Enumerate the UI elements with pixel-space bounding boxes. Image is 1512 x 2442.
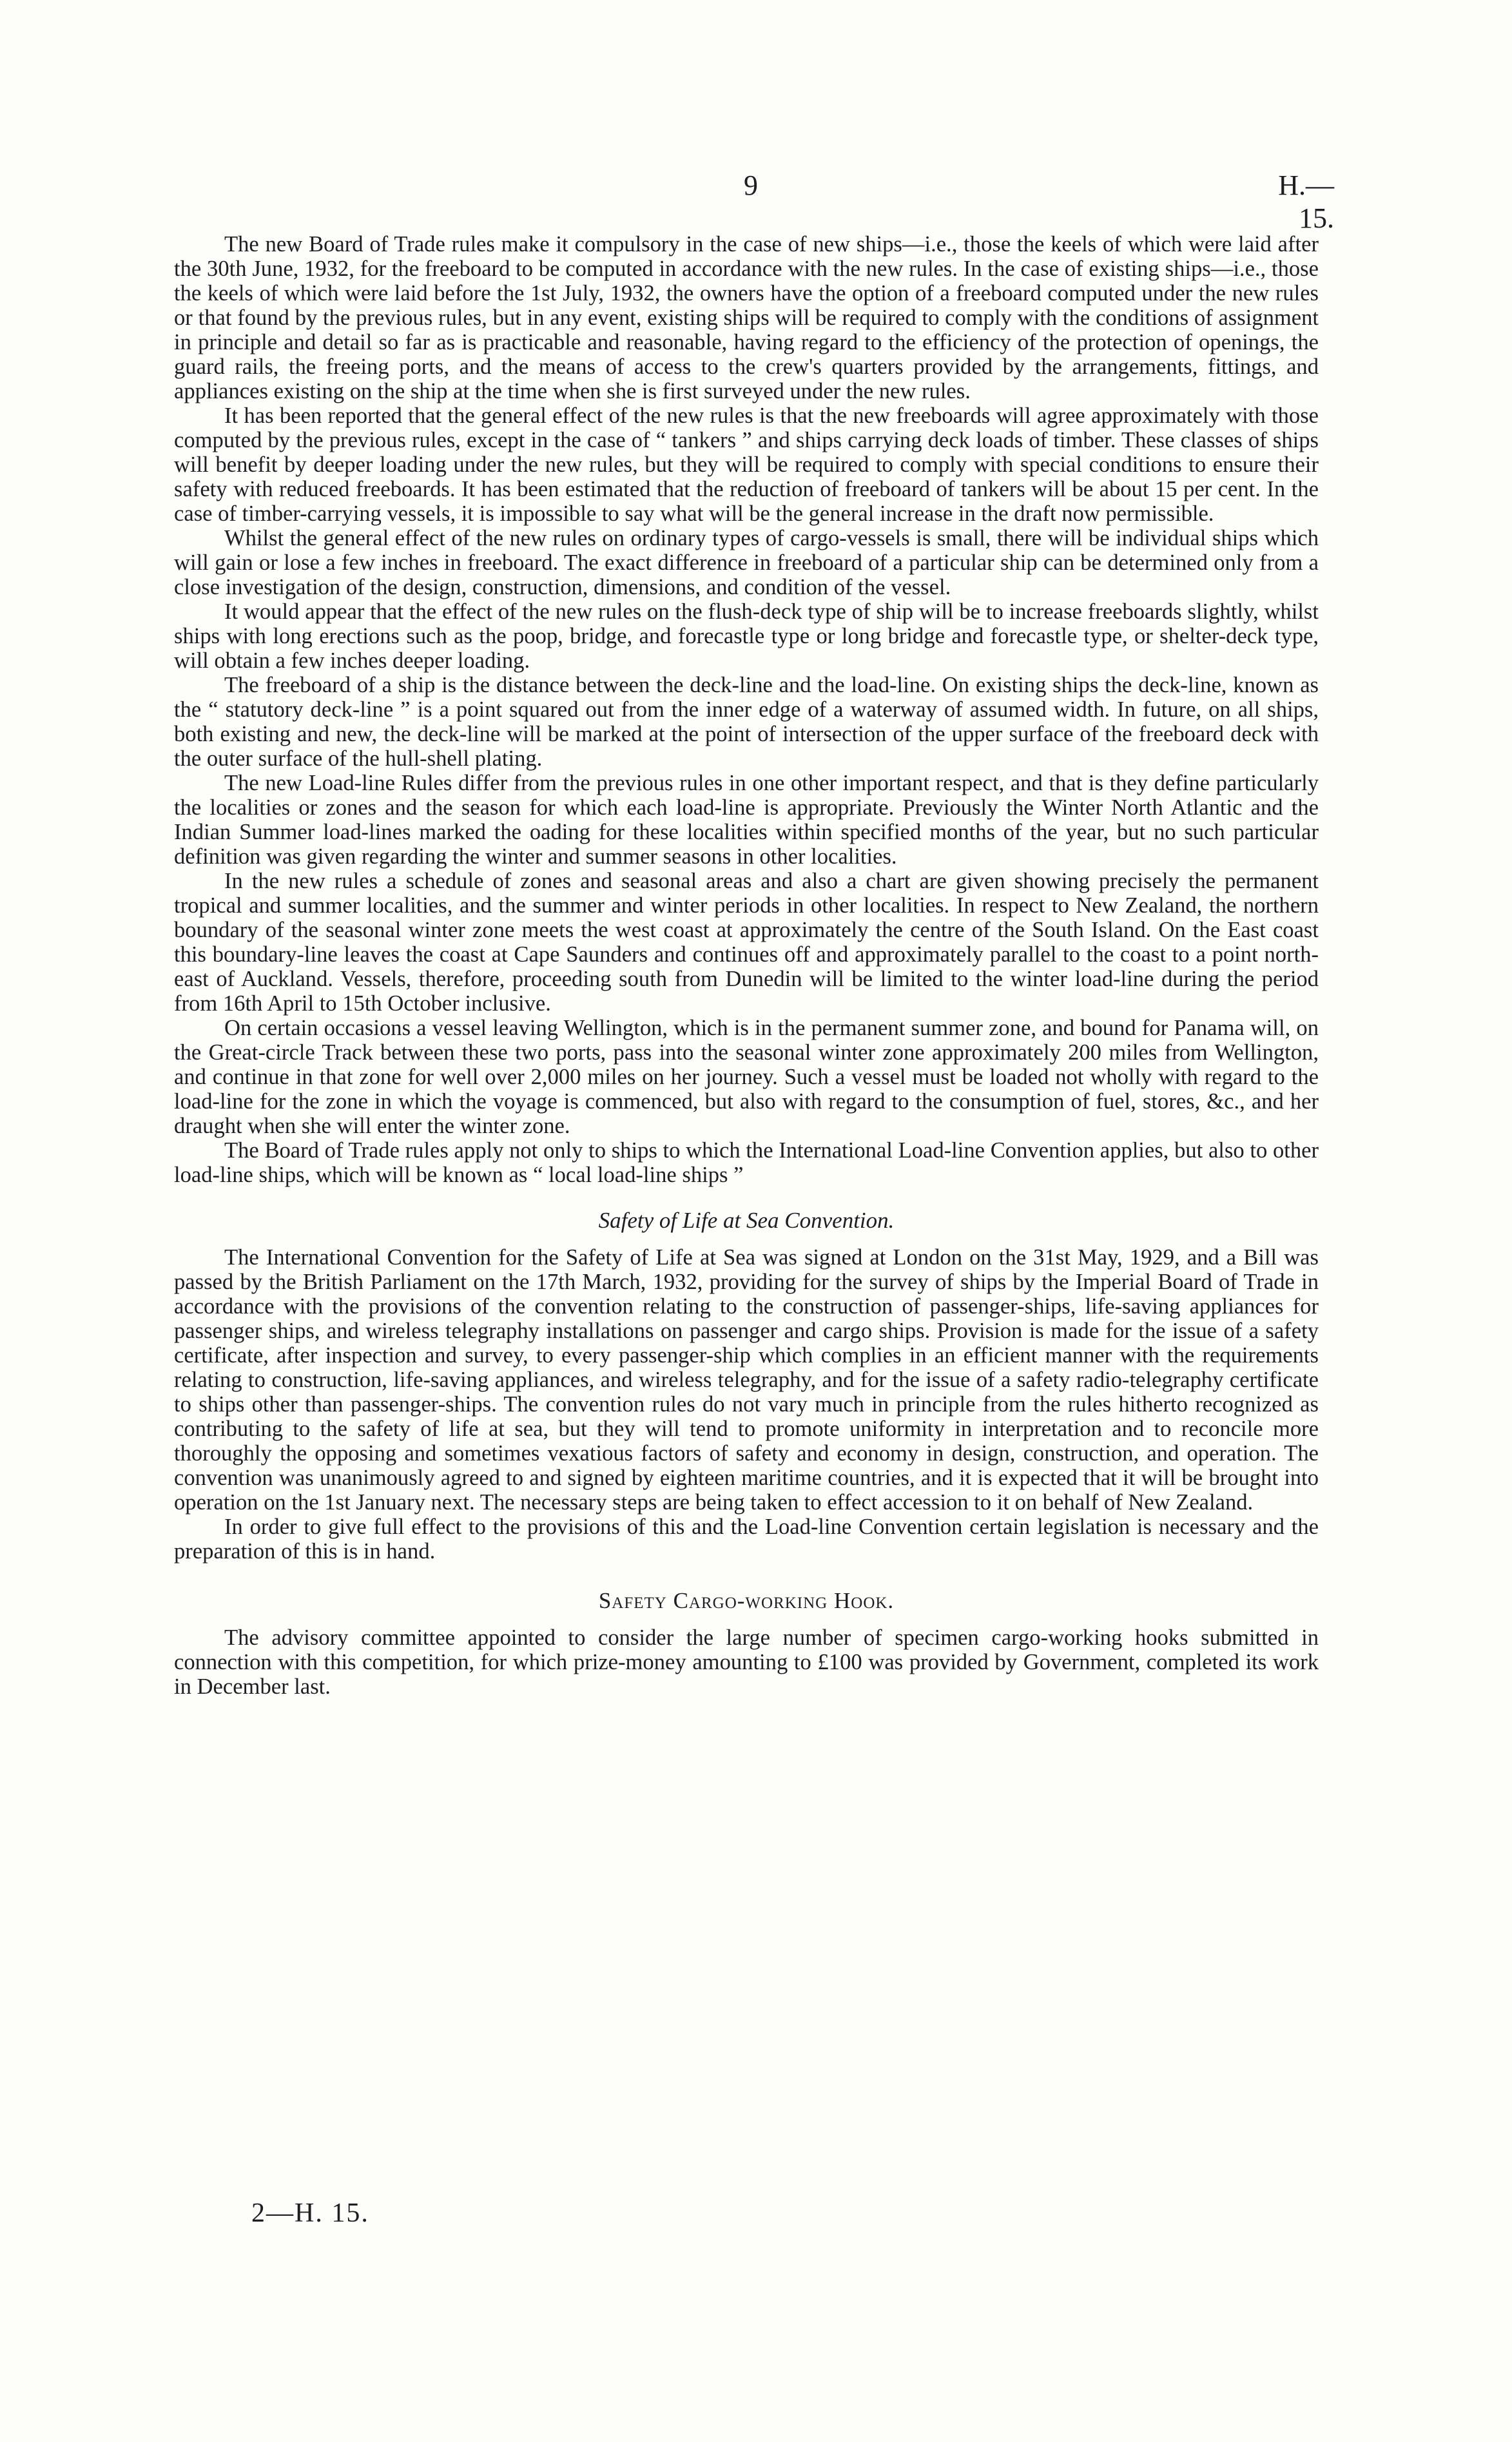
document-reference: H.—15. — [1278, 170, 1334, 234]
paragraph: In order to give full effect to the provisions of this and the Load-line Convention certain legislation is necessary and the preparation of this is in hand. — [174, 1515, 1319, 1564]
body-text — [174, 232, 1319, 1699]
paragraph: The Board of Trade rules apply not only to ships to which the International Load-line Convention applies, but also to other load-line ships, which will be known as “ local load-line ships ” — [174, 1138, 1319, 1187]
section-heading-cargo-hook: Safety Cargo-working Hook. — [598, 1588, 895, 1613]
paragraph: It has been reported that the general effect of the new rules is that the new freeboards will agree approximately with those computed by the previous rules, except in the case of “ tankers ” and ships carrying deck loads of timber. These classes of ships will benefit by deeper loading under the new rules, but they will be required to comply with special conditions to ensure their safety with reduced freeboards. It has been estimated that the reduction of freeboard of tankers will be about 15 per cent. In the case of timber-carrying vessels, it is impossible to say what will be the general increase in the draft now permissible. — [174, 403, 1319, 526]
paragraph: The International Convention for the Safety of Life at Sea was signed at London on the 31st May, 1929, and a Bill was passed by the British Parliament on the 17th March, 1932, providing for the survey of ships by the Imperial Board of Trade in accordance with the provisions of the convention relating to the construction of passenger-ships, life-saving appliances for passenger ships, and wireless telegraphy installations on passenger and cargo ships. Provision is made for the issue of a safety certificate, after inspection and survey, to every passenger-ship which complies in an efficient manner with the requirements relating to construction, life-saving appliances, and wireless telegraphy, and for the issue of a safety radio-telegraphy certificate to ships other than passenger-ships. The convention rules do not vary much in principle from the rules hitherto recognized as contributing to the safety of life at sea, but they will tend to promote uniformity in interpretation and to reconcile more thoroughly the opposing and sometimes vexatious factors of safety and economy in design, construction, and operation. The convention was unanimously agreed to and signed by eighteen maritime countries, and it is expected that it will be brought into operation on the 1st January next. The necessary steps are being taken to effect accession to it on behalf of New Zealand. — [174, 1245, 1319, 1515]
page-number: 9 — [744, 170, 758, 201]
paragraph: Whilst the general effect of the new rules on ordinary types of cargo-vessels is small, there will be individual ships which will gain or lose a few inches in freeboard. The exact difference in freeboard of a particular ship can be determined only from a close investigation of the design, construction, dimensions, and condition of the vessel. — [174, 526, 1319, 599]
paragraph: The new Board of Trade rules make it compulsory in the case of new ships—i.e., those the keels of which were laid after the 30th June, 1932, for the freeboard to be computed in accordance with the new rules. In the case of existing ships—i.e., those the keels of which were laid before the 1st July, 1932, the owners have the option of a freeboard computed under the new rules or that found by the previous rules, but in any event, existing ships will be required to comply with the conditions of assignment in principle and detail so far as is practicable and reasonable, having regard to the efficiency of the protection of openings, the guard rails, the freeing ports, and the means of access to the crew's quarters provided by the arrangements, fittings, and appliances existing on the ship at the time when she is first surveyed under the new rules. — [174, 232, 1319, 403]
section-heading-safety-of-life: Safety of Life at Sea Convention. — [598, 1208, 895, 1233]
spacer — [174, 1564, 1319, 1567]
paragraph: On certain occasions a vessel leaving Wellington, which is in the permanent summer zone, and bound for Panama will, on the Great-circle Track between these two ports, pass into the seasonal winter zone approximately 200 miles from Wellington, and continue in that zone for well over 2,000 miles on her journey. Such a vessel must be loaded not wholly with regard to the load-line for the zone in which the voyage is commenced, but also with regard to the consumption of fuel, stores, &c., and her draught when she will enter the winter zone. — [174, 1016, 1319, 1138]
paragraph: The freeboard of a ship is the distance between the deck-line and the load-line. On existing ships the deck-line, known as the “ statutory deck-line ” is a point squared out from the inner edge of a waterway of assumed width. In future, on all ships, both existing and new, the deck-line will be marked at the point of intersection of the upper surface of the freeboard deck with the outer surface of the hull-shell plating. — [174, 673, 1319, 771]
paragraph: In the new rules a schedule of zones and seasonal areas and also a chart are given showing precisely the permanent tropical and summer localities, and the summer and winter periods in other localities. In respect to New Zealand, the northern boundary of the seasonal winter zone meets the west coast at approximately the centre of the South Island. On the East coast this boundary-line leaves the coast at Cape Saunders and continues off and approximately parallel to the coast to a point north-east of Auckland. Vessels, therefore, proceeding south from Dunedin will be limited to the winter load-line during the period from 16th April to 15th October inclusive. — [174, 869, 1319, 1016]
paragraph: The advisory committee appointed to consider the large number of specimen cargo-working hooks submitted in connection with this competition, for which prize-money amounting to £100 was provided by Government, completed its work in December last. — [174, 1625, 1319, 1699]
paragraph: The new Load-line Rules differ from the previous rules in one other important respect, and that is they define particularly the localities or zones and the season for which each load-line is appropriate. Previously the Winter North Atlantic and the Indian Summer load-lines marked the oading for these localities within specified months of the year, but no such particular definition was given regarding the winter and summer seasons in other localities. — [174, 771, 1319, 869]
paragraph: It would appear that the effect of the new rules on the flush-deck type of ship will be to increase freeboards slightly, whilst ships with long erections such as the poop, bridge, and forecastle type or long bridge and forecastle type, or shelter-deck type, will obtain a few inches deeper loading. — [174, 599, 1319, 673]
signature-reference: 2—H. 15. — [251, 2198, 369, 2228]
